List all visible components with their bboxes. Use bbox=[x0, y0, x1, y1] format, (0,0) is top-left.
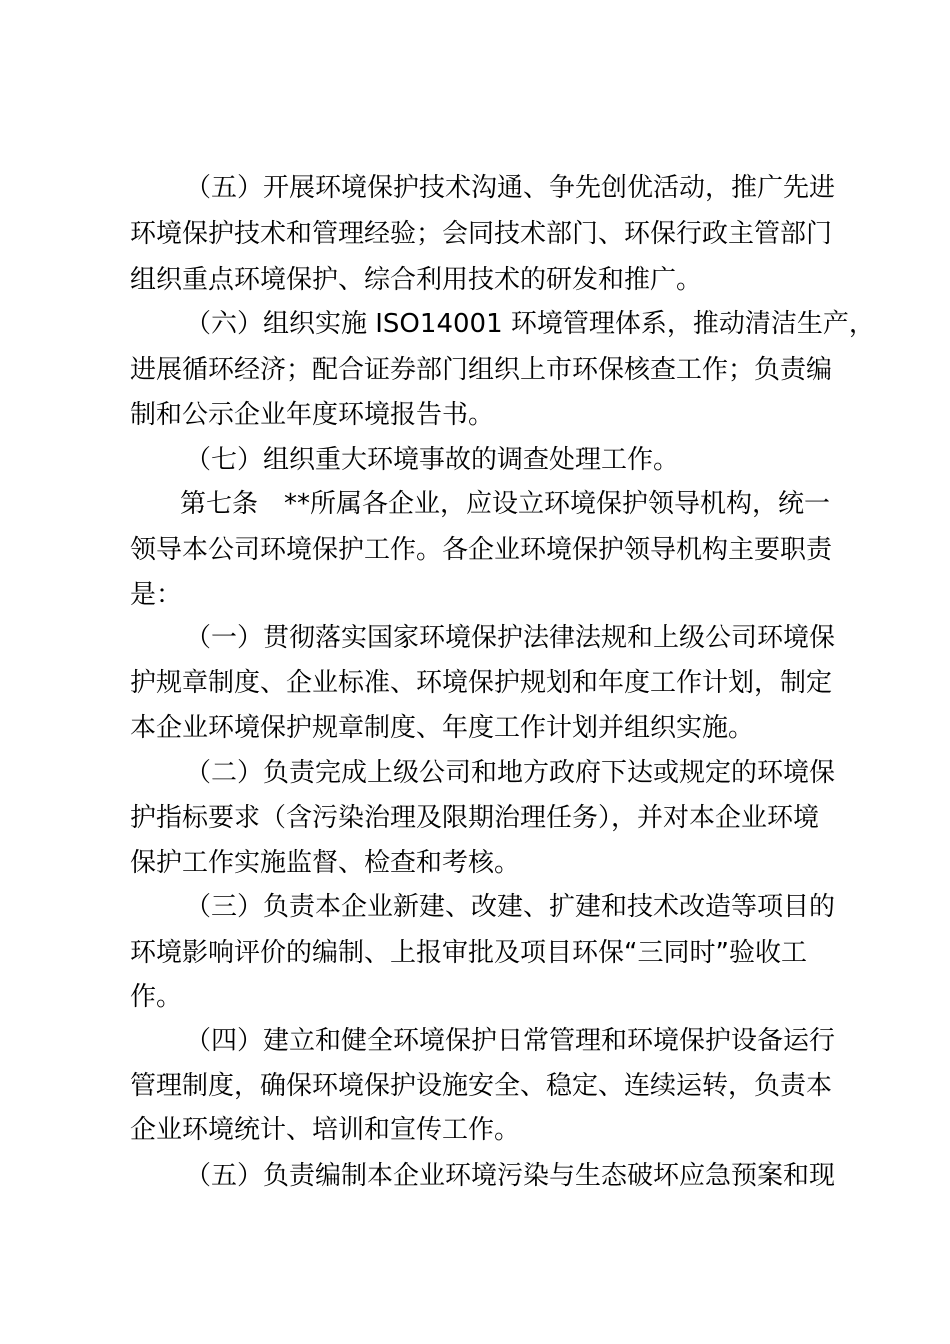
paragraph-line: 作。 bbox=[130, 982, 183, 1012]
paragraph-line: 企业环境统计、培训和宣传工作。 bbox=[130, 1115, 521, 1145]
paragraph-line: 环境影响评价的编制、上报审批及项目环保“三同时”验收工 bbox=[130, 938, 807, 968]
paragraph-line: （三）负责本企业新建、改建、扩建和技术改造等项目的 bbox=[185, 892, 836, 922]
paragraph-line: 领导本公司环境保护工作。各企业环境保护领导机构主要职责 bbox=[130, 535, 833, 565]
paragraph-line: （二）负责完成上级公司和地方政府下达或规定的环境保 bbox=[185, 758, 836, 788]
article-line: 第七条 **所属各企业，应设立环境保护领导机构，统一 bbox=[180, 489, 831, 519]
paragraph-line: （一）贯彻落实国家环境保护法律法规和上级公司环境保 bbox=[185, 623, 836, 653]
paragraph-line: 本企业环境保护规章制度、年度工作计划并组织实施。 bbox=[130, 713, 755, 743]
paragraph-line: （五）开展环境保护技术沟通、争先创优活动，推广先进 bbox=[185, 173, 836, 203]
paragraph-line: 保护工作实施监督、检查和考核。 bbox=[130, 848, 521, 878]
paragraph-line: （六）组织实施 ISO14001 环境管理体系，推动清洁生产， bbox=[185, 309, 875, 339]
paragraph-line: （四）建立和健全环境保护日常管理和环境保护设备运行 bbox=[185, 1026, 836, 1056]
paragraph-line: （七）组织重大环境事故的调查处理工作。 bbox=[185, 445, 680, 475]
paragraph-line: 管理制度，确保环境保护设施安全、稳定、连续运转，负责本 bbox=[130, 1071, 833, 1101]
paragraph-line: 进展循环经济；配合证券部门组织上市环保核查工作；负责编 bbox=[130, 355, 833, 385]
paragraph-line: 制和公示企业年度环境报告书。 bbox=[130, 400, 495, 430]
paragraph-line: 是： bbox=[130, 580, 183, 610]
paragraph-line: 环境保护技术和管理经验；会同技术部门、环保行政主管部门 bbox=[130, 219, 833, 249]
paragraph-line: 护指标要求（含污染治理及限期治理任务），并对本企业环境 bbox=[130, 803, 820, 833]
paragraph-line: （五）负责编制本企业环境污染与生态破坏应急预案和现 bbox=[185, 1161, 836, 1191]
paragraph-line: 护规章制度、企业标准、环境保护规划和年度工作计划，制定 bbox=[130, 668, 833, 698]
paragraph-line: 组织重点环境保护、综合利用技术的研发和推广。 bbox=[130, 265, 703, 295]
